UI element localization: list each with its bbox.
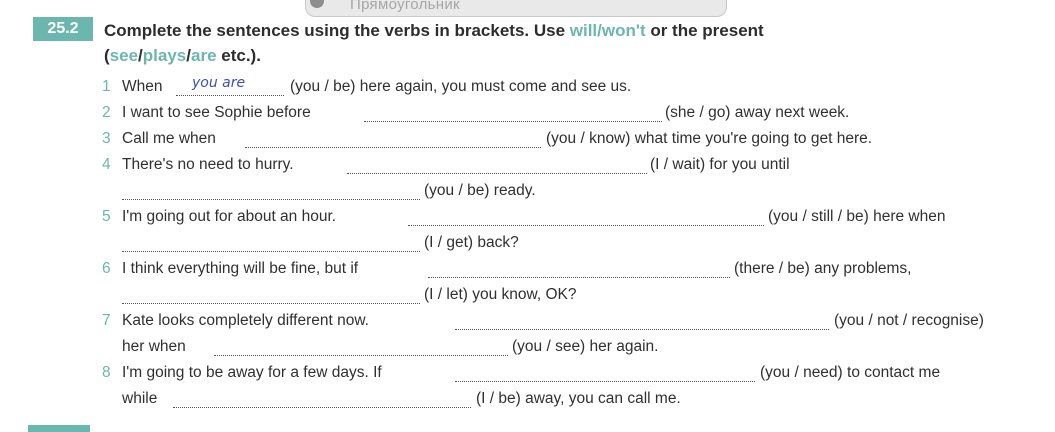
item-number: 1 (102, 78, 111, 95)
answer-blank[interactable] (176, 95, 284, 96)
item-text: (you / see) her again. (512, 338, 659, 355)
item-text: (there / be) any problems, (734, 260, 912, 277)
answer-blank[interactable] (122, 199, 420, 200)
item-text: There's no need to hurry. (122, 156, 294, 173)
instruction-are: are (191, 46, 217, 65)
item-text: When (122, 78, 163, 95)
instruction-text: etc.). (216, 46, 261, 65)
handwritten-answer: you are (192, 75, 246, 91)
instruction-wont: won't (601, 21, 646, 40)
item-text: while (122, 390, 158, 407)
overlay-shape-label: Прямоугольник (350, 0, 460, 13)
item-text: I'm going to be away for a few days. If (122, 364, 382, 381)
instruction-text: Complete the sentences using the verbs in brackets. Use (104, 21, 570, 40)
item-text: (you / be) here again, you must come and see us. (290, 78, 632, 95)
answer-blank[interactable] (245, 147, 541, 148)
item-text: (I / wait) for you until (650, 156, 790, 173)
item-text: (you / not / recognise) (834, 312, 984, 329)
item-number: 6 (102, 260, 111, 277)
instruction-slash: / (186, 46, 191, 65)
item-number: 3 (102, 130, 111, 147)
item-text: (I / get) back? (424, 234, 519, 251)
answer-blank[interactable] (122, 251, 420, 252)
answer-blank[interactable] (347, 173, 647, 174)
instruction-slash: / (597, 21, 602, 40)
answer-blank[interactable] (408, 225, 764, 226)
answer-blank[interactable] (455, 381, 755, 382)
answer-blank[interactable] (428, 277, 730, 278)
item-text: (I / let) you know, OK? (424, 286, 577, 303)
item-text: (you / know) what time you're going to get here. (546, 130, 873, 147)
item-text: (you / still / be) here when (768, 208, 946, 225)
item-number: 5 (102, 208, 111, 225)
item-text: (you / be) ready. (424, 182, 536, 199)
item-number: 8 (102, 364, 111, 381)
answer-blank[interactable] (173, 407, 471, 408)
item-text: I'm going out for about an hour. (122, 208, 337, 225)
item-text: (you / need) to contact me (760, 364, 941, 381)
exercise-instruction (104, 18, 1004, 68)
item-text: Kate looks completely different now. (122, 312, 369, 329)
item-number: 7 (102, 312, 111, 329)
instruction-text: ( (104, 46, 110, 65)
item-text: her when (122, 338, 186, 355)
item-text: I think everything will be fine, but if (122, 260, 359, 277)
item-text: (I / be) away, you can call me. (476, 390, 681, 407)
item-number: 2 (102, 104, 111, 121)
item-number: 4 (102, 156, 111, 173)
instruction-slash: / (138, 46, 143, 65)
answer-blank[interactable] (455, 329, 829, 330)
next-exercise-badge-edge (28, 425, 90, 432)
answer-blank[interactable] (122, 303, 420, 304)
instruction-will: will (569, 21, 598, 40)
item-text: I want to see Sophie before (122, 104, 311, 121)
instruction-plays: plays (142, 46, 187, 65)
exercise-number-badge: 25.2 (33, 17, 93, 41)
instruction-text: or the present (645, 21, 764, 40)
item-text: Call me when (122, 130, 216, 147)
instruction-see: see (109, 46, 139, 65)
item-text: (she / go) away next week. (665, 104, 850, 121)
answer-blank[interactable] (214, 355, 508, 356)
answer-blank[interactable] (364, 121, 662, 122)
